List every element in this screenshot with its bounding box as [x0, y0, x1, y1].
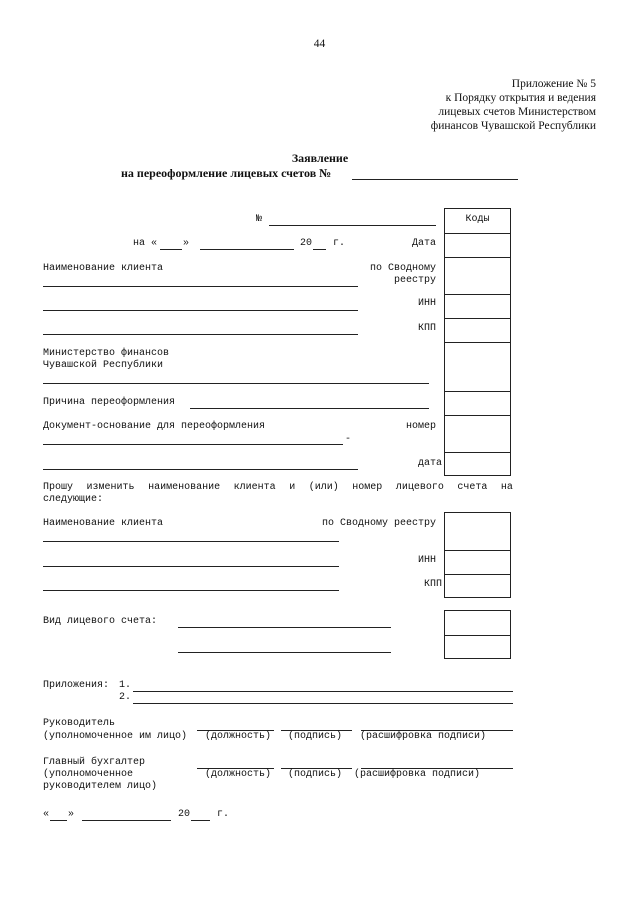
request-line-1: [43, 482, 513, 494]
codes-table-main: [444, 208, 511, 476]
document-date-label: дата: [417, 458, 442, 469]
page-number: 44: [313, 38, 326, 50]
accountant-position-caption: (должность): [205, 769, 272, 780]
attachment-line-1[interactable]: [133, 691, 513, 692]
request-word: наименование: [148, 482, 221, 493]
new-inn-label: ИНН: [417, 555, 436, 566]
footer-year-suffix: г.: [217, 809, 230, 820]
inn-label: ИНН: [417, 298, 436, 309]
footer-year-line[interactable]: [191, 820, 210, 821]
attachments-label: Приложения:: [43, 680, 110, 691]
appendix-line-4: финансов Чувашской Республики: [430, 120, 596, 132]
ministry-line[interactable]: [43, 383, 429, 384]
account-number-field-line[interactable]: [352, 179, 518, 180]
appendix-line-1: Приложение № 5: [511, 78, 596, 90]
year-suffix: г.: [333, 238, 346, 249]
request-word: клиента: [233, 482, 276, 493]
client-name-line-1[interactable]: [43, 286, 358, 287]
form-title: Заявление: [291, 151, 349, 165]
new-client-name-line-1[interactable]: [43, 541, 339, 542]
reason-label: Причина переоформления: [43, 397, 176, 408]
ministry-line-1: Министерство финансов: [43, 348, 170, 359]
codes-header: Коды: [465, 214, 490, 225]
reason-field-line[interactable]: [190, 408, 429, 409]
kpp-label: КПП: [417, 323, 436, 334]
day-field-line[interactable]: [160, 249, 182, 250]
month-field-line[interactable]: [200, 249, 294, 250]
accountant-label: Главный бухгалтер: [43, 757, 146, 768]
registry-label-2: реестру: [393, 275, 436, 286]
date-code-label: Дата: [411, 238, 436, 249]
request-word: счета: [457, 482, 488, 493]
client-name-line-3[interactable]: [43, 334, 358, 335]
account-type-line-1[interactable]: [178, 627, 391, 628]
codes-table-account-type: [444, 610, 511, 659]
registry-label-1: по Сводному: [369, 263, 436, 274]
request-line-2: следующие:: [43, 494, 104, 505]
date-prefix: на «: [133, 238, 158, 249]
footer-date-close: »: [68, 809, 75, 820]
ministry-line-2: Чувашской Республики: [43, 360, 164, 371]
footer-year-prefix: 20: [178, 809, 191, 820]
request-word: лицевого: [395, 482, 444, 493]
form-subtitle: на переоформление лицевых счетов №: [121, 166, 332, 180]
new-client-name-label: Наименование клиента: [43, 518, 164, 529]
accountant-sublabel-2: руководителем лицо): [43, 781, 158, 792]
accountant-sublabel-1: (уполномоченное: [43, 769, 134, 780]
request-word: и: [289, 482, 296, 493]
footer-date-open: «: [43, 809, 50, 820]
head-label: Руководитель: [43, 718, 116, 729]
codes-table-new-client: [444, 512, 511, 598]
request-word: Прошу: [43, 482, 74, 493]
attachment-item-2: 2.: [119, 692, 132, 703]
year-field-line[interactable]: [313, 249, 326, 250]
account-type-label: Вид лицевого счета:: [43, 616, 158, 627]
head-decoding-caption: (расшифровка подписи): [360, 731, 487, 742]
appendix-line-2: к Порядку открытия и ведения: [445, 92, 596, 104]
new-client-name-line-2[interactable]: [43, 566, 339, 567]
document-basis-dash: -: [345, 434, 352, 445]
footer-day-line[interactable]: [50, 820, 67, 821]
document-basis-line-1[interactable]: [43, 444, 343, 445]
head-signature-caption: (подпись): [288, 731, 343, 742]
attachment-line-2[interactable]: [133, 703, 513, 704]
accountant-decoding-caption: (расшифровка подписи): [354, 769, 481, 780]
account-type-line-2[interactable]: [178, 652, 391, 653]
new-client-name-line-3[interactable]: [43, 590, 339, 591]
client-name-label: Наименование клиента: [43, 263, 164, 274]
document-basis-label: Документ-основание для переоформления: [43, 421, 266, 432]
new-registry-label: по Сводному реестру: [321, 518, 436, 529]
number-field-line[interactable]: [269, 225, 436, 226]
accountant-signature-caption: (подпись): [288, 769, 343, 780]
number-sign: №: [256, 214, 263, 225]
head-position-caption: (должность): [205, 731, 272, 742]
attachment-item-1: 1.: [119, 680, 132, 691]
request-word: на: [500, 482, 513, 493]
request-word: номер: [352, 482, 383, 493]
appendix-line-3: лицевых счетов Министерством: [438, 106, 596, 118]
head-sublabel: (уполномоченное им лицо): [43, 731, 188, 742]
client-name-line-2[interactable]: [43, 310, 358, 311]
new-kpp-label: КПП: [423, 579, 442, 590]
footer-month-line[interactable]: [82, 820, 171, 821]
document-basis-line-2[interactable]: [43, 469, 358, 470]
document-number-label: номер: [405, 421, 436, 432]
request-word: изменить: [86, 482, 135, 493]
year-prefix: 20: [300, 238, 313, 249]
date-middle: »: [183, 238, 190, 249]
request-word: (или): [308, 482, 339, 493]
